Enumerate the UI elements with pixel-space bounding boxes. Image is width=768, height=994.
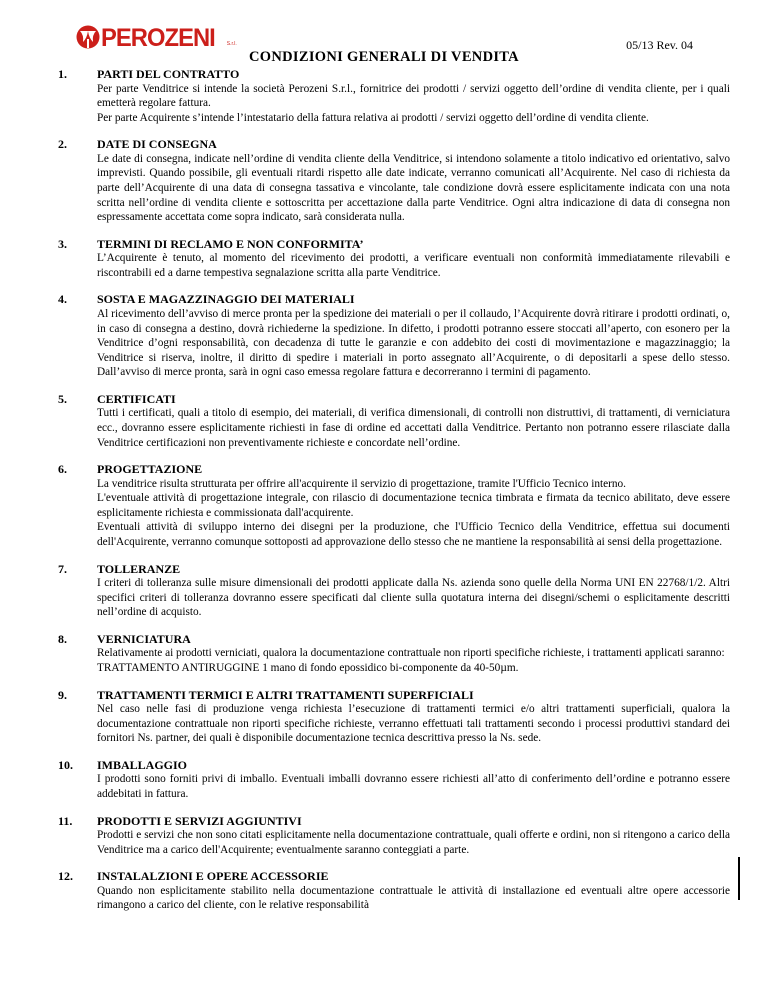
section-paragraph: Per parte Venditrice si intende la società Perozeni S.r.l., fornitrice dei prodotti / servizi oggetto dell’ordine di vendita cliente, per i quali emetterà regolare fattura. [97, 82, 730, 110]
section-paragraph: Tutti i certificati, quali a titolo di esempio, dei materiali, di verifica dimensionali, di controlli non distruttivi, di trattamenti, di verniciatura ecc., dovranno essere esplicitamente richiesti in fase di ordine ed accettati dalla Venditrice. Pertanto non potranno essere rilasciate dalla Venditrice certificazioni non preventivamente richieste e concordate nell’ordine. [97, 407, 730, 449]
section-paragraph: TRATTAMENTO ANTIRUGGINE 1 mano di fondo epossidico bi-componente da 40-50µm. [97, 662, 519, 675]
section-10 [58, 758, 730, 802]
section-11 [58, 814, 730, 858]
section-content [97, 462, 730, 549]
section-heading: PRODOTTI E SERVIZI AGGIUNTIVI [97, 813, 302, 828]
section-number: 2. [58, 137, 67, 152]
section-paragraph: Le date di consegna, indicate nell’ordine di vendita cliente della Venditrice, si intendono solamente a titolo indicativo ed orientativo, salvo imprevisti. Quando possibile, gli eventuali ritardi rispetto alle date indicate, verranno comunicati all’Acquirente. Nel caso di richiesta da parte dell’Acquirente di una data di consegna tassativa e vincolante, tale condizione dovrà essere esplicitamente indicata con una nota scritta nell’ordine di vendita cliente e sottoscritta per accettazione dalla parte Venditrice. Ogni altra indicazione di data di consegna non espressamente accettata come sopra indicato, sarà considerata nulla. [97, 152, 730, 224]
section-number: 5. [58, 391, 67, 406]
document-title: CONDIZIONI GENERALI DI VENDITA [249, 49, 519, 65]
section-paragraph: Relativamente ai prodotti verniciati, qualora la documentazione contrattuale non riporti specifiche richieste, i trattamenti applicati saranno: [97, 647, 725, 660]
section-heading: CERTIFICATI [97, 391, 176, 406]
section-number: 11. [58, 813, 73, 828]
revision-change-bar [738, 857, 740, 900]
section-heading: DATE DI CONSEGNA [97, 137, 217, 152]
section-8 [58, 632, 730, 676]
section-heading: TOLLERANZE [97, 561, 181, 576]
section-paragraph: Nel caso nelle fasi di produzione venga richiesta l’esecuzione di trattamenti termici e/o altri trattamenti superficiali, qualora la documentazione contrattuale non riporti specifiche richieste, verranno effettuati tali trattamenti secondo i processi produttivi standard dei fornitori Ns. partner, dei quali è disponibile documentazione tecnica descrittiva presso la Ns. sede. [97, 703, 730, 745]
section-number: 9. [58, 687, 67, 702]
section-number: 10. [58, 757, 73, 772]
section-content [97, 632, 730, 676]
section-4 [58, 292, 730, 379]
section-number: 1. [58, 67, 67, 81]
section-content [97, 758, 730, 802]
perozeni-logo-mark-icon [76, 25, 100, 49]
section-number: 8. [58, 631, 67, 646]
section-content [97, 137, 730, 224]
section-paragraph: L’Acquirente è tenuto, al momento del ricevimento dei prodotti, a verificare eventuali non conformità immediatamente rilevabili e riscontrabili ed a darne tempestiva segnalazione scritta alla parte Venditrice. [97, 252, 730, 279]
section-heading: TERMINI DI RECLAMO E NON CONFORMITA’ [97, 236, 364, 251]
section-number: 12. [58, 869, 73, 884]
sections-list [58, 67, 730, 913]
section-heading: SOSTA E MAGAZZINAGGIO DEI MATERIALI [97, 292, 355, 307]
section-paragraph: L'eventuale attività di progettazione integrale, con rilascio di documentazione tecnica timbrata e firmata da tecnico abilitato, deve essere esplicitamente richiesta e commissionata dall'acquirente. [97, 492, 730, 519]
section-5 [58, 392, 730, 450]
logo-suffix: S.r.l. [226, 41, 237, 47]
section-content [97, 292, 730, 379]
section-paragraph: Eventuali attività di sviluppo interno dei disegni per la produzione, che l'Ufficio Tecnico della Venditrice, effettua sui documenti dell'Acquirente, verranno comunque sottoposti ad approvazione dello stesso che ne mantiene la responsabilità ai sensi della progettazione. [97, 521, 730, 549]
section-number: 3. [58, 236, 67, 251]
section-heading: PARTI DEL CONTRATTO [97, 67, 240, 81]
section-paragraph: I criteri di tolleranza sulle misure dimensionali dei prodotti applicate dalla Ns. azienda sono quelle della Norma UNI EN 22768/1/2. Altri specifici criteri di tolleranza dovranno essere specificati dal cliente sulla quotatura interna dei disegni/schemi o esplicitamente descritti nell’ordine di acquisto. [97, 577, 730, 619]
section-paragraph: Prodotti e servizi che non sono citati esplicitamente nella documentazione contrattuale, quali offerte e ordini, non si ritengono a carico della Venditrice ma a carico dell'Acquirente; eventualmente saranno conteggiati a parte. [97, 829, 730, 856]
section-heading: TRATTAMENTI TERMICI E ALTRI TRATTAMENTI SUPERFICIALI [97, 687, 474, 702]
section-content [97, 814, 730, 858]
section-3 [58, 237, 730, 281]
section-number: 7. [58, 561, 67, 576]
section-paragraph: Quando non esplicitamente stabilito nella documentazione contrattuale le attività di installazione ed eventuali altre opere accessorie rimangono a carico del cliente, con le relative responsabilità [97, 884, 730, 912]
section-content [97, 392, 730, 450]
logo-wordmark: PEROZENI [101, 24, 215, 52]
section-heading: INSTALALZIONI E OPERE ACCESSORIE [97, 869, 329, 884]
section-heading: VERNICIATURA [97, 631, 191, 646]
section-heading: IMBALLAGGIO [97, 757, 188, 772]
company-logo [76, 24, 237, 52]
section-6 [58, 462, 730, 549]
section-content [97, 688, 730, 746]
section-12 [58, 869, 730, 913]
section-heading: PROGETTAZIONE [97, 462, 203, 477]
section-paragraph: Per parte Acquirente s’intende l’intestatario della fattura relativa ai prodotti / servizi oggetto dell’ordine di vendita cliente. [97, 111, 649, 124]
section-9 [58, 688, 730, 746]
section-content [97, 869, 730, 913]
section-7 [58, 562, 730, 620]
section-1 [58, 67, 730, 125]
section-paragraph: Al ricevimento dell’avviso di merce pronta per la spedizione dei materiali o per il collaudo, l’Acquirente dovrà ritirare i prodotti ordinati, o, in caso di consegna a destino, dovrà richiederne la spedizione. In difetto, i prodotti potranno essere stoccati all’aperto, con esonero per la Venditrice d’ogni responsabilità, con decadenza di tutte le garanzie e con addebito dei costi di movimentazione e magazzinaggio; la Venditrice si riserva, inoltre, il diritto di spedire i materiali in porto assegnato all’Acquirente, o di depositarli a spese dello stesso. Dall’avviso di merce pronta, sarà in ogni caso emessa regolare fattura e decorreranno i termini di pagamento. [97, 307, 730, 379]
section-number: 4. [58, 292, 67, 307]
section-2 [58, 137, 730, 224]
section-content [97, 67, 730, 125]
section-content [97, 237, 730, 281]
section-paragraph: La venditrice risulta strutturata per offrire all'acquirente il servizio di progettazione, tramite l'Ufficio Tecnico interno. [97, 477, 627, 490]
section-content [97, 562, 730, 620]
section-number: 6. [58, 462, 67, 477]
revision-label: 05/13 Rev. 04 [626, 38, 693, 52]
section-paragraph: I prodotti sono forniti privi di imballo. Eventuali imballi dovranno essere richiesti all’atto di conferimento dell’ordine e potranno essere addebitati in fattura. [97, 773, 730, 800]
